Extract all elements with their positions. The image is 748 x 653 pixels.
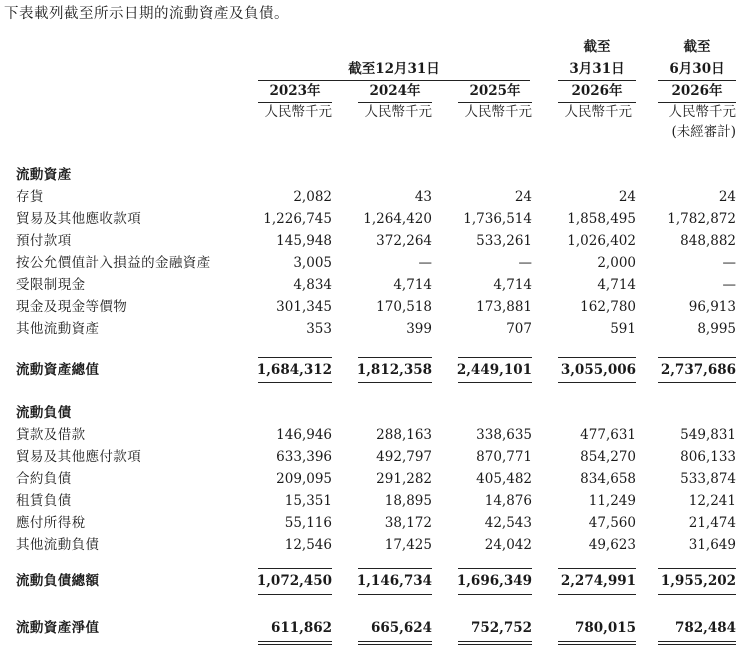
row-value-col5: 1,782,872 [667, 211, 736, 227]
row-value-col4: 1,026,402 [567, 233, 636, 249]
row-value-col1: 4,834 [293, 277, 332, 293]
row-value-col1: 1,072,450 [256, 573, 332, 589]
row-value-col4: 47,560 [588, 515, 636, 531]
table-row [0, 534, 748, 556]
row-value-col5: 2,737,686 [660, 362, 736, 378]
row-label: 流動資產總值 [16, 362, 100, 378]
table-row [0, 318, 748, 340]
row-value-col4: 24 [618, 189, 636, 205]
table-row [0, 274, 748, 296]
row-value-col4: 49,623 [588, 537, 636, 553]
total-bottom-rule [358, 382, 432, 383]
row-label: 應付所得稅 [16, 515, 86, 531]
row-value-col3: 2,449,101 [456, 362, 532, 378]
net-double-rule [258, 641, 332, 645]
col4-top-rule [558, 80, 636, 81]
row-value-col3: 173,881 [476, 299, 532, 315]
total-top-rule [458, 568, 532, 569]
row-value-col4: 162,780 [580, 299, 636, 315]
row-value-col2: 38,172 [384, 515, 432, 531]
row-label: 其他流動資產 [16, 321, 100, 337]
row-value-col2: 43 [414, 189, 432, 205]
net-row [0, 617, 748, 639]
unit-col5: 人民幣千元 [668, 104, 736, 120]
row-value-col5: 549,831 [680, 427, 736, 443]
row-value-col3: 1,736,514 [463, 211, 532, 227]
year-2024: 2024年 [369, 83, 421, 99]
net-double-rule [658, 641, 736, 645]
table-row [0, 424, 748, 446]
row-label: 存貨 [16, 189, 44, 205]
row-value-col5: — [722, 277, 736, 293]
row-value-col4: 2,000 [597, 255, 636, 271]
row-value-col5: 806,133 [680, 449, 736, 465]
row-value-col3: 870,771 [476, 449, 532, 465]
row-value-col1: 209,095 [276, 471, 332, 487]
row-value-col5: 21,474 [688, 515, 736, 531]
total-row [0, 359, 748, 381]
total-bottom-rule [258, 382, 332, 383]
table-row [0, 468, 748, 490]
total-bottom-rule [558, 382, 636, 383]
row-value-col5: 848,882 [680, 233, 736, 249]
col5-header-line2: 6月30日 [669, 61, 725, 77]
row-label: 貸款及借款 [16, 427, 86, 443]
year-2026-mar: 2026年 [571, 83, 623, 99]
row-value-col4: 2,274,991 [560, 573, 636, 589]
row-value-col1: 1,226,745 [263, 211, 332, 227]
row-label: 現金及現金等價物 [16, 299, 128, 315]
row-value-col2: 399 [406, 321, 432, 337]
total-top-rule [258, 568, 332, 569]
row-value-col5: 8,995 [697, 321, 736, 337]
row-value-col5: 1,955,202 [660, 573, 736, 589]
row-label: 預付款項 [16, 233, 72, 249]
row-label: 按公允價值計入損益的金融資產 [16, 255, 211, 271]
row-value-col2: 288,163 [376, 427, 432, 443]
row-value-col3: 24 [514, 189, 532, 205]
row-value-col5: 533,874 [680, 471, 736, 487]
table-row [0, 186, 748, 208]
row-value-col4: 591 [610, 321, 636, 337]
total-top-rule [658, 357, 736, 358]
unit-col4: 人民幣千元 [564, 104, 632, 120]
col5-header-line1: 截至 [683, 39, 711, 55]
row-value-col4: 477,631 [580, 427, 636, 443]
total-top-rule [558, 568, 636, 569]
row-value-col2: — [418, 255, 432, 271]
current-assets-title: 流動資產 [16, 167, 72, 183]
row-value-col5: 12,241 [688, 493, 736, 509]
row-label: 其他流動負債 [16, 537, 100, 553]
net-double-rule [458, 641, 532, 645]
table-row [0, 446, 748, 468]
table-row [0, 490, 748, 512]
row-value-col1: 2,082 [293, 189, 332, 205]
row-value-col1: 15,351 [284, 493, 332, 509]
col4-header-line2: 3月31日 [569, 61, 625, 77]
row-value-col2: 17,425 [384, 537, 432, 553]
row-value-col1: 1,684,312 [256, 362, 332, 378]
row-value-col2: 1,146,734 [356, 573, 432, 589]
row-value-col1: 12,546 [284, 537, 332, 553]
unit-col3: 人民幣千元 [464, 104, 532, 120]
total-bottom-rule [358, 594, 432, 595]
row-value-col1: 301,345 [276, 299, 332, 315]
table-row [0, 512, 748, 534]
unaudited-note: (未經審計) [671, 124, 736, 140]
year-2026-jun: 2026年 [671, 83, 723, 99]
total-row [0, 570, 748, 592]
row-value-col2: 1,264,420 [363, 211, 432, 227]
row-label: 流動負債總額 [16, 573, 100, 589]
row-value-col2: 665,624 [370, 620, 432, 636]
group-header-dec31: 截至12月31日 [348, 61, 440, 77]
row-label: 貿易及其他應收款項 [16, 211, 142, 227]
row-value-col2: 492,797 [376, 449, 432, 465]
row-value-col5: 31,649 [688, 537, 736, 553]
row-value-col3: 338,635 [476, 427, 532, 443]
total-top-rule [558, 357, 636, 358]
total-top-rule [358, 357, 432, 358]
row-value-col3: 42,543 [484, 515, 532, 531]
row-value-col2: 4,714 [393, 277, 432, 293]
row-label: 租賃負債 [16, 493, 72, 509]
row-value-col1: 3,005 [293, 255, 332, 271]
row-value-col3: 707 [506, 321, 532, 337]
row-value-col5: 24 [718, 189, 736, 205]
row-value-col2: 1,812,358 [356, 362, 432, 378]
row-value-col2: 372,264 [376, 233, 432, 249]
net-double-rule [358, 641, 432, 645]
row-label: 貿易及其他應付款項 [16, 449, 142, 465]
row-value-col1: 611,862 [270, 620, 332, 636]
row-value-col5: 96,913 [688, 299, 736, 315]
row-value-col3: 4,714 [493, 277, 532, 293]
row-label: 受限制現金 [16, 277, 86, 293]
row-value-col1: 146,946 [276, 427, 332, 443]
year-2025: 2025年 [469, 83, 521, 99]
col4-header-line1: 截至 [583, 39, 611, 55]
total-bottom-rule [558, 594, 636, 595]
table-row [0, 230, 748, 252]
row-value-col3: 14,876 [484, 493, 532, 509]
row-value-col3: 533,261 [476, 233, 532, 249]
row-value-col2: 170,518 [376, 299, 432, 315]
row-value-col5: 782,484 [674, 620, 736, 636]
total-bottom-rule [658, 594, 736, 595]
row-value-col4: 11,249 [588, 493, 636, 509]
year-2023: 2023年 [269, 83, 321, 99]
table-row [0, 208, 748, 230]
total-bottom-rule [458, 594, 532, 595]
unit-col1: 人民幣千元 [264, 104, 332, 120]
row-value-col3: 405,482 [476, 471, 532, 487]
intro-text: 下表載列截至所示日期的流動資產及負債。 [4, 6, 289, 22]
row-value-col4: 780,015 [574, 620, 636, 636]
total-bottom-rule [458, 382, 532, 383]
total-top-rule [658, 568, 736, 569]
row-value-col5: — [722, 255, 736, 271]
net-double-rule [558, 641, 636, 645]
row-value-col2: 291,282 [376, 471, 432, 487]
row-value-col4: 1,858,495 [567, 211, 636, 227]
row-value-col2: 18,895 [384, 493, 432, 509]
row-value-col3: 1,696,349 [456, 573, 532, 589]
row-value-col1: 55,116 [284, 515, 332, 531]
row-value-col3: 24,042 [484, 537, 532, 553]
row-value-col4: 4,714 [597, 277, 636, 293]
row-label: 流動資產淨值 [16, 620, 100, 636]
total-top-rule [358, 568, 432, 569]
col5-top-rule [658, 80, 736, 81]
row-value-col1: 353 [306, 321, 332, 337]
total-bottom-rule [658, 382, 736, 383]
row-value-col1: 145,948 [276, 233, 332, 249]
row-value-col1: 633,396 [276, 449, 332, 465]
total-bottom-rule [258, 594, 332, 595]
current-liabilities-title: 流動負債 [16, 405, 72, 421]
row-label: 合約負債 [16, 471, 72, 487]
total-top-rule [258, 357, 332, 358]
total-top-rule [458, 357, 532, 358]
row-value-col4: 3,055,006 [560, 362, 636, 378]
table-row [0, 252, 748, 274]
row-value-col4: 834,658 [580, 471, 636, 487]
row-value-col3: — [518, 255, 532, 271]
row-value-col4: 854,270 [580, 449, 636, 465]
unit-col2: 人民幣千元 [364, 104, 432, 120]
row-value-col3: 752,752 [470, 620, 532, 636]
table-row [0, 296, 748, 318]
